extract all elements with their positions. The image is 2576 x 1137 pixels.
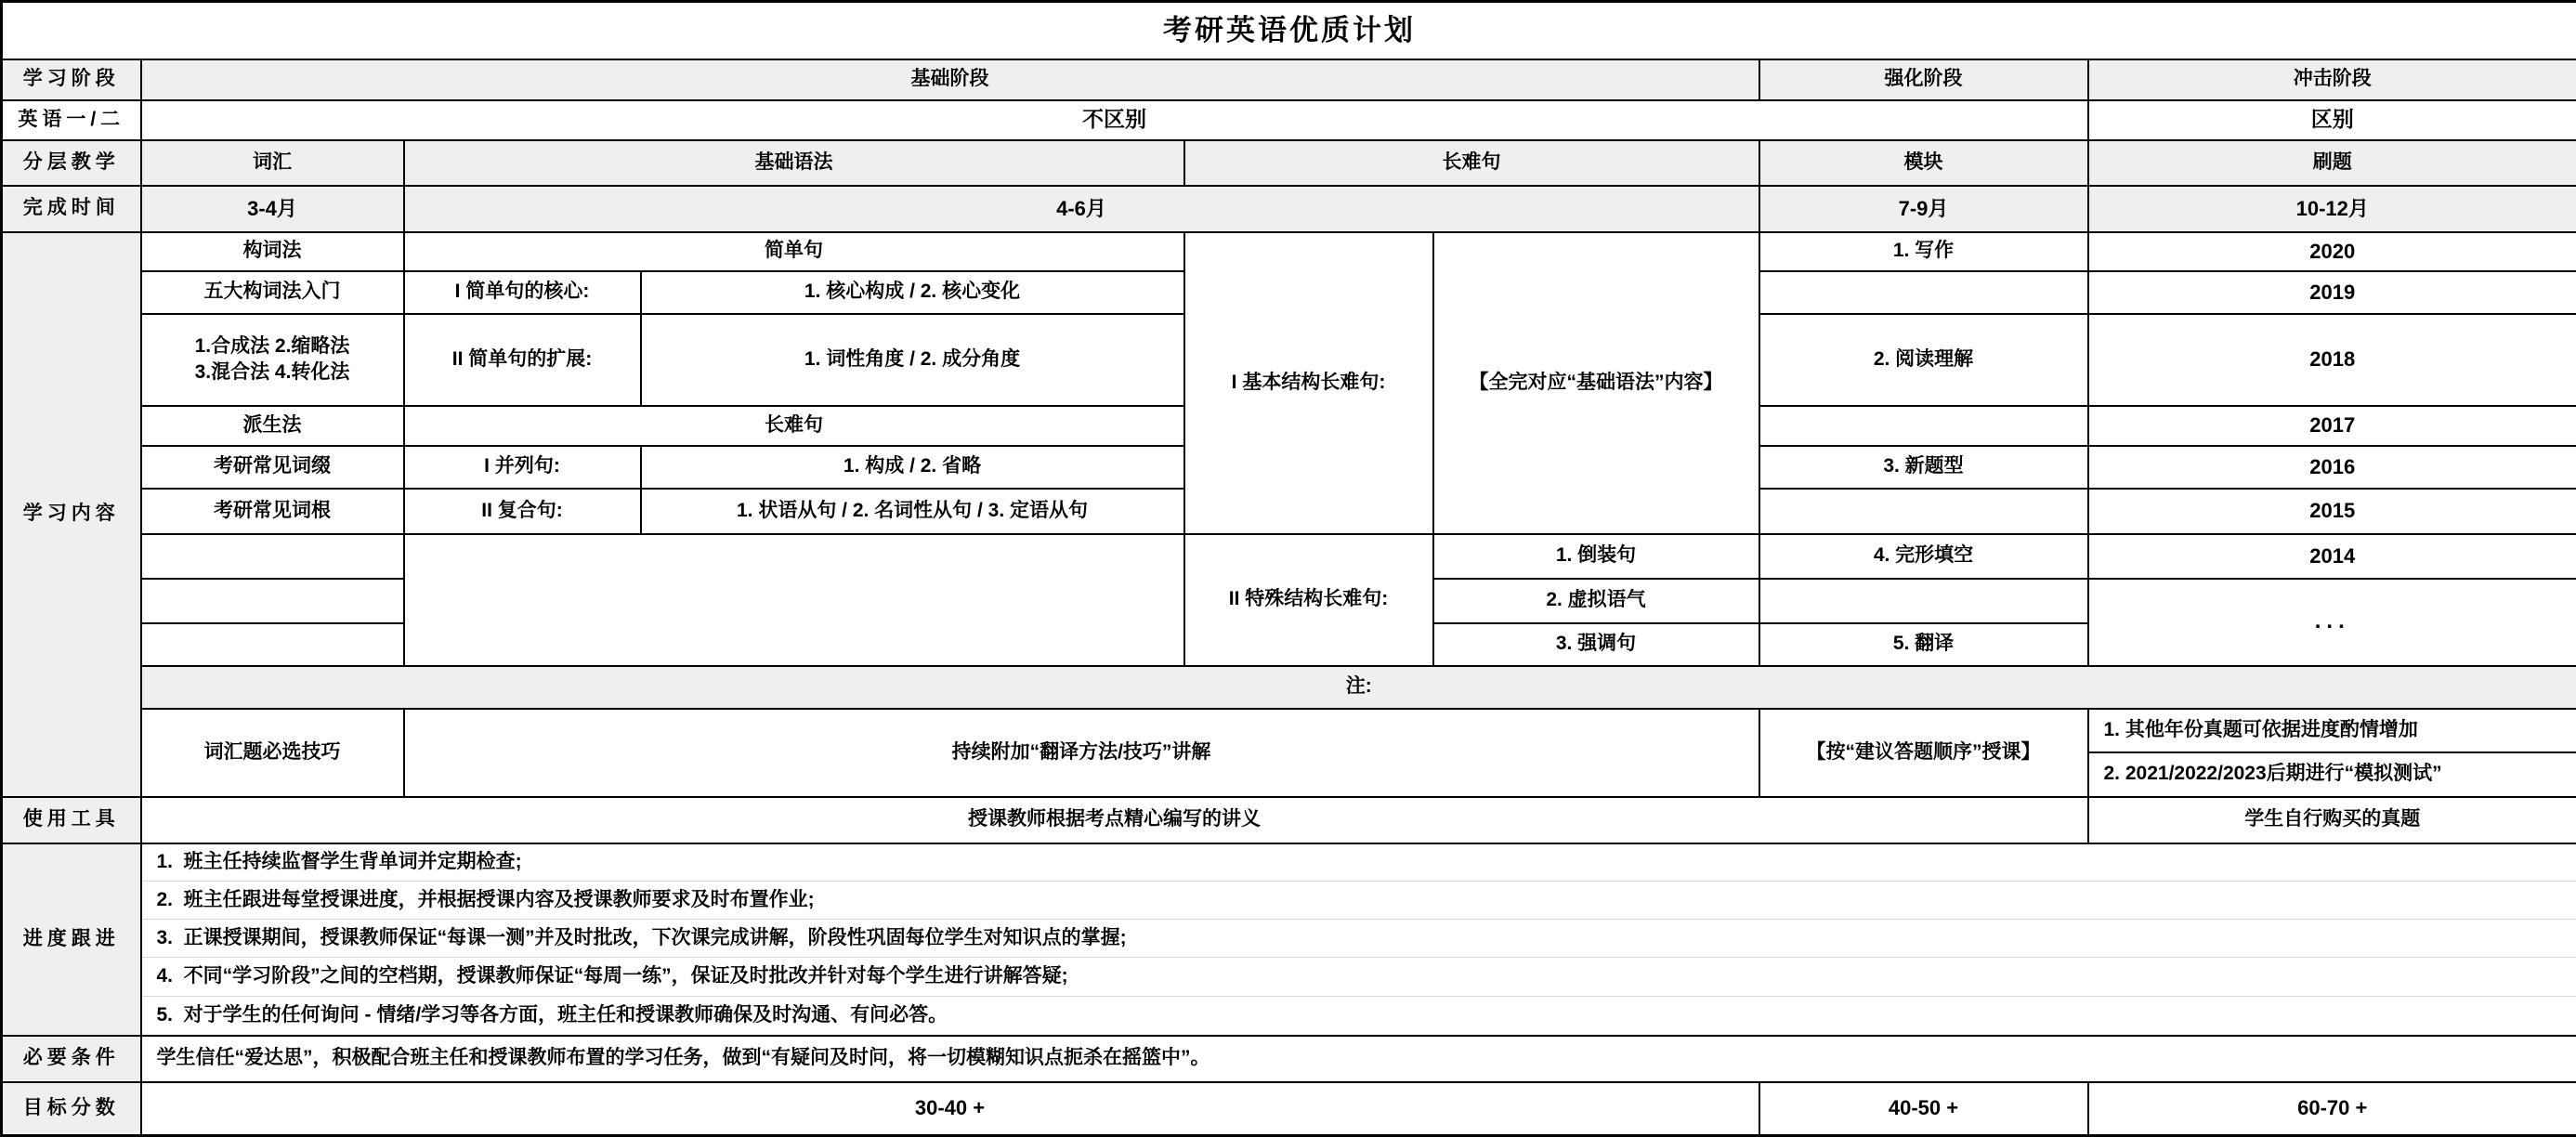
cell-vocab-empty-1 [141, 534, 404, 579]
cell-vocab-r3 [141, 314, 404, 406]
cell-vocab-empty-2 [141, 579, 404, 623]
cell-practice-note-1: 1. 其他年份真题可依据进度酌情增加 [2088, 709, 2576, 752]
cell-target-basic: 30-40 + [141, 1082, 1759, 1136]
cell-teaching-vocab: 词汇 [141, 140, 404, 186]
cell-time-grammar-long: 4-6月 [404, 186, 1759, 232]
cell-vocab-r1: 构词法 [141, 232, 404, 271]
cell-grammar-empty [404, 534, 1184, 666]
cell-grammar-long-header: 长难句 [404, 406, 1184, 446]
cell-year-2016: 2016 [2088, 446, 2576, 489]
cell-stage-intensive: 强化阶段 [1759, 59, 2088, 100]
cell-module-empty-1 [1759, 271, 2088, 314]
cell-grammar-complex-label: II 复合句: [404, 489, 641, 534]
row-label-tools: 使用工具 [2, 797, 141, 843]
cell-year-more: ... [2088, 579, 2576, 666]
cell-order-note: 【按“建议答题顺序”授课】 [1759, 709, 2088, 797]
row-label-requirement: 必要条件 [2, 1036, 141, 1082]
cell-vocab-r5: 考研常见词缀 [141, 446, 404, 489]
progress-item-1: 1. 班主任持续监督学生背单词并定期检查; [141, 843, 2576, 882]
cell-year-2014: 2014 [2088, 534, 2576, 579]
progress-item-5: 5. 对于学生的任何询问 - 情绪/学习等各方面，班主任和授课教师确保及时沟通、有问必答。 [141, 997, 2576, 1036]
cell-english-distinction: 区别 [2088, 100, 2576, 140]
cell-module-new-type: 3. 新题型 [1759, 446, 2088, 489]
cell-year-2018: 2018 [2088, 314, 2576, 406]
vocab-r3-line2: 3.混合法 4.转化法 [148, 359, 398, 386]
cell-practice-note-2: 2. 2021/2022/2023后期进行“模拟测试” [2088, 752, 2576, 797]
cell-grammar-complex-items: 1. 状语从句 / 2. 名词性从句 / 3. 定语从句 [641, 489, 1184, 534]
cell-year-2017: 2017 [2088, 406, 2576, 446]
cell-module-writing: 1. 写作 [1759, 232, 2088, 271]
cell-long-special-1: 1. 倒装句 [1433, 534, 1759, 579]
cell-teaching-practice: 刷题 [2088, 140, 2576, 186]
row-label-learning-content: 学习内容 [2, 232, 141, 797]
row-label-progress: 进度跟进 [2, 843, 141, 1036]
cell-long-basic-label: I 基本结构长难句: [1184, 232, 1433, 534]
row-label-english: 英语一/二 [2, 100, 141, 140]
cell-tools-main: 授课教师根据考点精心编写的讲义 [141, 797, 2088, 843]
cell-year-2015: 2015 [2088, 489, 2576, 534]
cell-vocab-tip: 词汇题必选技巧 [141, 709, 404, 797]
cell-module-cloze: 4. 完形填空 [1759, 534, 2088, 579]
cell-module-reading: 2. 阅读理解 [1759, 314, 2088, 406]
page-title: 考研英语优质计划 [2, 2, 2576, 59]
cell-vocab-r4: 派生法 [141, 406, 404, 446]
cell-module-empty-4 [1759, 579, 2088, 623]
cell-year-2019: 2019 [2088, 271, 2576, 314]
vocab-r3-line1: 1.合成法 2.缩略法 [148, 333, 398, 359]
progress-item-3: 3. 正课授课期间，授课教师保证“每课一测”并及时批改，下次课完成讲解，阶段性巩固每位学生对知识点的掌握; [141, 920, 2576, 958]
cell-requirement-text: 学生信任“爱达思”，积极配合班主任和授课教师布置的学习任务，做到“有疑问及时问，将一切模糊知识点扼杀在摇篮中”。 [141, 1036, 2576, 1082]
cell-note-label: 注: [141, 666, 2576, 709]
cell-long-special-3: 3. 强调句 [1433, 623, 1759, 666]
cell-grammar-compound-items: 1. 构成 / 2. 省略 [641, 446, 1184, 489]
cell-time-practice: 10-12月 [2088, 186, 2576, 232]
cell-grammar-simple-expand-label: II 简单句的扩展: [404, 314, 641, 406]
cell-module-empty-3 [1759, 489, 2088, 534]
progress-item-4: 4. 不同“学习阶段”之间的空档期，授课教师保证“每周一练”，保证及时批改并针对每个学生进行讲解答疑; [141, 958, 2576, 997]
cell-grammar-compound-label: I 并列句: [404, 446, 641, 489]
cell-target-intensive: 40-50 + [1759, 1082, 2088, 1136]
cell-target-sprint: 60-70 + [2088, 1082, 2576, 1136]
cell-english-no-distinction: 不区别 [141, 100, 2088, 140]
cell-long-special-label: II 特殊结构长难句: [1184, 534, 1433, 666]
cell-vocab-empty-3 [141, 623, 404, 666]
row-label-target: 目标分数 [2, 1082, 141, 1136]
cell-long-basic-note: 【全完对应“基础语法”内容】 [1433, 232, 1759, 534]
cell-vocab-r2: 五大构词法入门 [141, 271, 404, 314]
cell-stage-basic: 基础阶段 [141, 59, 1759, 100]
cell-grammar-simple-expand-items: 1. 词性角度 / 2. 成分角度 [641, 314, 1184, 406]
cell-tools-right: 学生自行购买的真题 [2088, 797, 2576, 843]
cell-time-vocab: 3-4月 [141, 186, 404, 232]
cell-module-empty-2 [1759, 406, 2088, 446]
cell-grammar-simple-header: 简单句 [404, 232, 1184, 271]
row-label-stage: 学习阶段 [2, 59, 141, 100]
cell-stage-sprint: 冲击阶段 [2088, 59, 2576, 100]
cell-grammar-simple-core-items: 1. 核心构成 / 2. 核心变化 [641, 271, 1184, 314]
cell-vocab-r6: 考研常见词根 [141, 489, 404, 534]
row-label-time: 完成时间 [2, 186, 141, 232]
progress-item-2: 2. 班主任跟进每堂授课进度，并根据授课内容及授课教师要求及时布置作业; [141, 882, 2576, 920]
cell-teaching-grammar: 基础语法 [404, 140, 1184, 186]
cell-module-translation: 5. 翻译 [1759, 623, 2088, 666]
cell-teaching-module: 模块 [1759, 140, 2088, 186]
cell-grammar-simple-core-label: I 简单句的核心: [404, 271, 641, 314]
cell-long-special-2: 2. 虚拟语气 [1433, 579, 1759, 623]
row-label-teaching: 分层教学 [2, 140, 141, 186]
cell-teaching-long-sentence: 长难句 [1184, 140, 1759, 186]
cell-translation-note: 持续附加“翻译方法/技巧”讲解 [404, 709, 1759, 797]
cell-year-2020: 2020 [2088, 232, 2576, 271]
cell-time-module: 7-9月 [1759, 186, 2088, 232]
